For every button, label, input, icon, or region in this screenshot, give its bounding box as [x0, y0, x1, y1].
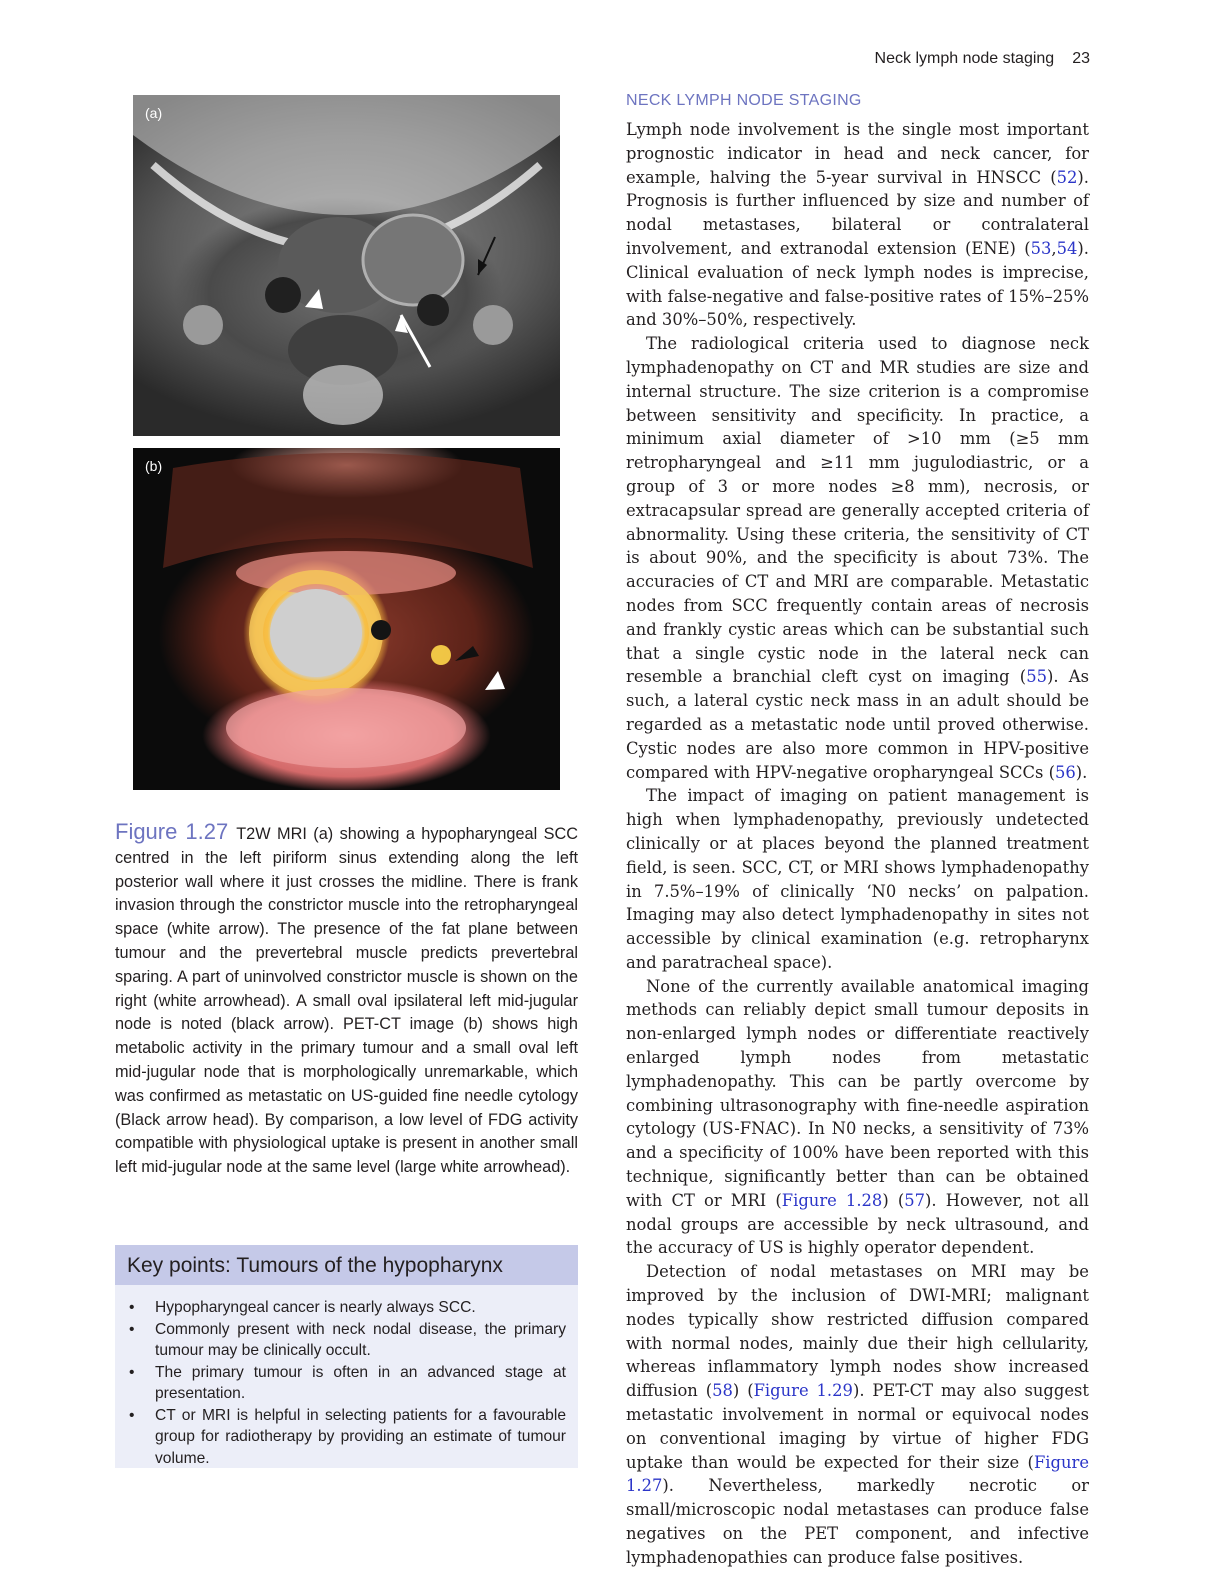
reference-link[interactable]: 56	[1054, 762, 1076, 782]
paragraph-4	[626, 975, 1089, 1261]
reference-link[interactable]: 58	[712, 1381, 733, 1401]
panel-a-label: (a)	[145, 105, 163, 121]
text-run: None of the currently available anatomical imaging methods can reliably depict small tumour deposits in non-enlarged lymph nodes or differentiate reactively enlarged lymph nodes from metastatic lymphadenopathy. This can be partly overcome by combining ultrasonography with fine-needle aspiration cytology (US-FNAC). In N0 necks, a sensitivity of 73% and a specificity of 100% have been reported with this technique, significantly better than can be obtained with CT or MRI (	[626, 976, 1089, 1210]
figure-panel-a-mri-image	[133, 95, 560, 436]
running-head	[875, 50, 1090, 68]
reference-link[interactable]: 57	[904, 1190, 926, 1210]
figure-reference-link[interactable]: Figure 1.27	[626, 1452, 1089, 1496]
panel-b-label: (b)	[145, 458, 163, 474]
page-number: 23	[1072, 50, 1090, 67]
text-run: ). Clinical evaluation of neck lymph nodes is imprecise, with false-negative and false-positive rates of 15%–25% and 30%–50%, respectively.	[626, 238, 1089, 330]
figure-caption	[115, 820, 578, 1180]
text-run: The radiological criteria used to diagnose neck lymphadenopathy on CT and MR studies are size and internal structure. The size criterion is a compromise between sensitivity and specificity. In practice, a minimum axial diameter of >10 mm (≥5 mm retropharyngeal and ≥11 mm jugulodiastric, or a group of 3 or more nodes ≥8 mm), necrosis, or extracapsular spread are generally accepted criteria of abnormality. Using these criteria, the sensitivity of CT is about 90%, and the specificity is about 73%. The accuracies of CT and MRI are comparable. Metastatic nodes from SCC frequently contain areas of necrosis and frankly cystic areas which can be substantial such that a single cystic node in the lateral neck can resemble a branchial cleft cyst on imaging (	[626, 334, 1089, 687]
text-run: Detection of nodal metastases on MRI may be improved by the inclusion of DWI-MRI; malignant nodes typically show restricted diffusion compared with normal nodes, mainly due their high cellularity, whereas inflammatory lymph nodes show increased diffusion (	[626, 1262, 1089, 1401]
paragraph-3: The impact of imaging on patient management is high when lymphadenopathy, previously undetected clinically or at places beyond the planned treatment field, is seen. SCC, CT, or MRI shows lymphadenopathy in 7.5%–19% of clinically ‘N0 necks’ on palpation. Imaging may also detect lymphadenopathy in sites not accessible by clinical examination (e.g. retropharynx and paratracheal space).	[626, 786, 1089, 972]
text-run: ). However, not all nodal groups are accessible by neck ultrasound, and the accuracy of US is highly operator dependent.	[626, 1190, 1089, 1258]
paragraph-5	[626, 1260, 1089, 1569]
reference-link[interactable]: 52	[1056, 167, 1078, 187]
key-point-item: • The primary tumour is often in an advanced stage at presentation.	[155, 1362, 566, 1405]
text-run: ).	[1075, 762, 1088, 782]
text-run: ). As such, a lateral cystic neck mass in an adult should be regarded as a metastatic node until proved otherwise. Cystic nodes are also more common in HPV-positive compared with HPV-negative oropharyngeal SCCs (	[626, 667, 1089, 782]
figure-panel-b-pet-ct-image	[133, 448, 560, 790]
mri-anatomy-shapes	[133, 95, 560, 436]
section-heading: NECK LYMPH NODE STAGING	[626, 92, 862, 109]
paragraph-2	[626, 332, 1089, 784]
key-point-item: • CT or MRI is helpful in selecting patients for a favourable group for radiotherapy by providing an estimate of tumour volume.	[155, 1405, 566, 1470]
reference-link[interactable]: 53	[1030, 238, 1052, 258]
large-white-arrowhead-icon	[485, 671, 505, 690]
figure-label: Figure 1.27	[115, 819, 229, 844]
key-point-item: • Commonly present with neck nodal disease, the primary tumour may be clinically occult.	[155, 1319, 566, 1362]
reference-link[interactable]: 55	[1026, 667, 1047, 687]
figure-caption-text: T2W MRI (a) showing a hypopharyngeal SCC centred in the left piriform sinus extending along the left posterior wall where it just crosses the midline. There is frank invasion through the constrictor muscle into the retropharyngeal space (white arrow). The presence of the fat plane between tumour and the prevertebral muscle predicts prevertebral sparing. A part of uninvolved constrictor muscle is shown on the right (white arrowhead). A small oval ipsilateral left mid-jugular node is noted (black arrow). PET-CT image (b) shows high metabolic activity in the primary tumour and a small oval left mid-jugular node that is morphologically unremarkable, which was confirmed as metastatic on US-guided fine needle cytology (Black arrow head). By comparison, a low level of FDG activity compatible with physiological uptake is present in another small left mid-jugular node at the same level (large white arrowhead).	[115, 825, 578, 1177]
text-run: ,	[1051, 238, 1057, 258]
pet-ct-anatomy-shapes	[133, 448, 560, 790]
text-run: ) (	[882, 1190, 905, 1210]
figure-reference-link[interactable]: Figure 1.28	[781, 1190, 883, 1210]
text-run: ). Nevertheless, markedly necrotic or small/microscopic nodal metastases can produce false negatives on the PET component, and infective lymphadenopathies can produce false positives.	[626, 1476, 1089, 1567]
text-run: ). PET-CT may also suggest metastatic involvement in normal or equivocal nodes on conventional imaging by virtue of higher FDG uptake than would be expected for their size (	[626, 1381, 1089, 1472]
key-point-item: • Hypopharyngeal cancer is nearly always SCC.	[155, 1297, 566, 1319]
black-arrowhead-icon	[455, 646, 479, 661]
key-points-title: Key points: Tumours of the hypopharynx	[115, 1245, 578, 1285]
body-text	[626, 118, 1089, 1570]
key-points-list	[115, 1297, 578, 1469]
text-run: Lymph node involvement is the single most important prognostic indicator in head and neck cancer, for example, halving the 5-year survival in HNSCC (	[626, 120, 1089, 187]
running-head-title: Neck lymph node staging	[874, 50, 1055, 67]
paragraph-1	[626, 118, 1089, 332]
text-run: ) (	[732, 1381, 754, 1401]
figure-reference-link[interactable]: Figure 1.29	[753, 1381, 853, 1401]
key-points-box	[115, 1245, 578, 1468]
reference-link[interactable]: 54	[1056, 238, 1078, 258]
text-run: ). Prognosis is further influenced by size and number of nodal metastases, bilateral or contralateral involvement, and extranodal extension (ENE) (	[626, 167, 1089, 258]
